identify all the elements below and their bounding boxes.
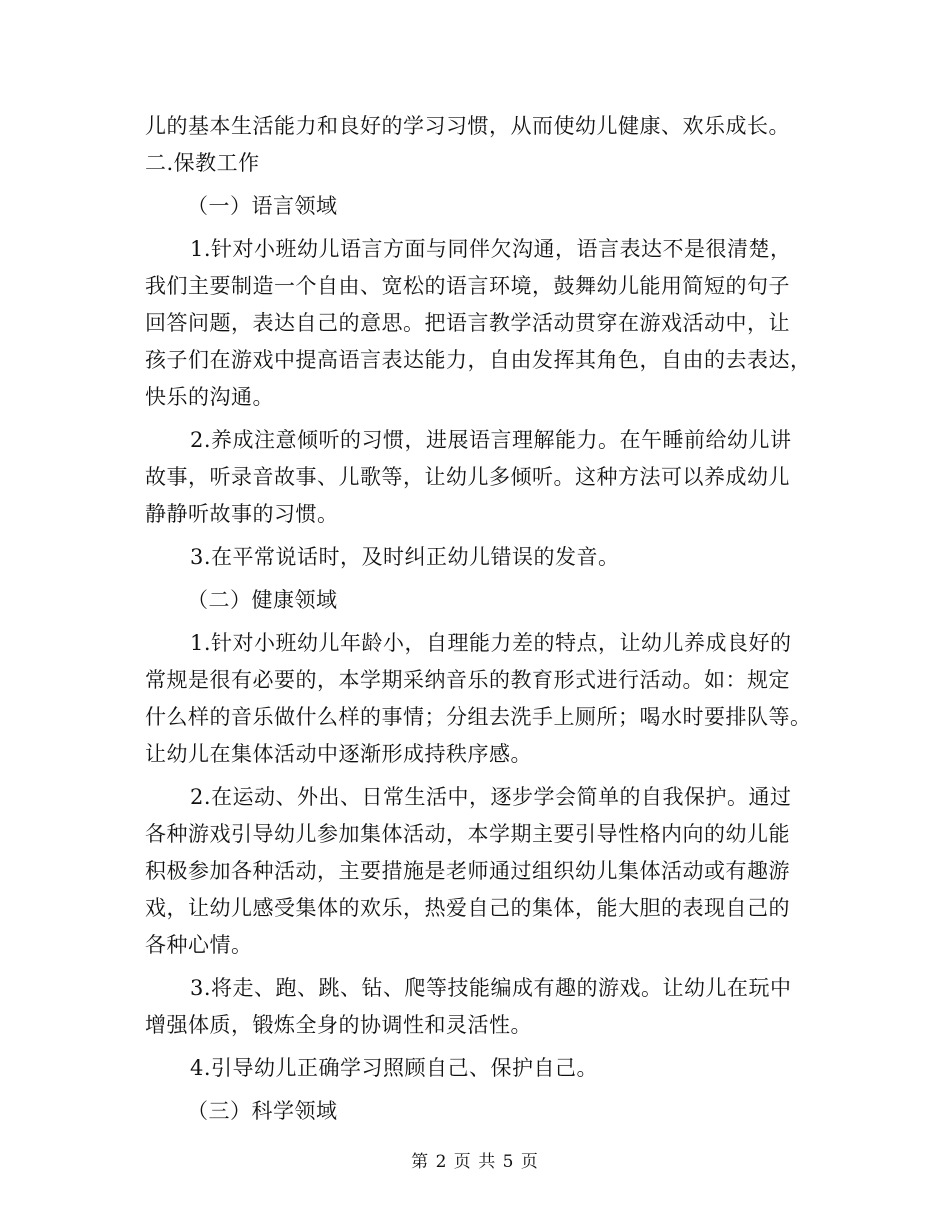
paragraph-line: 常规是很有必要的，本学期采纳音乐的教育形式进行活动。如：规定 <box>145 668 790 692</box>
paragraph-line: 静静听故事的习惯。 <box>145 502 339 526</box>
paragraph-line: 3.将走、跑、跳、钻、爬等技能编成有趣的游戏。让幼儿在玩中 <box>190 976 792 1000</box>
paragraph-line: 回答问题，表达自己的意思。把语言教学活动贯穿在游戏活动中，让 <box>145 311 790 335</box>
paragraph-line: 2.在运动、外出、日常生活中，逐步学会简单的自我保护。通过 <box>190 785 792 809</box>
paragraph-line: 我们主要制造一个自由、宽松的语言环境，鼓舞幼儿能用简短的句子 <box>145 274 790 298</box>
paragraph-line: 各种心情。 <box>145 933 253 957</box>
paragraph-line: 1.针对小班幼儿语言方面与同伴欠沟通，语言表达不是很清楚， <box>190 237 792 261</box>
paragraph-line: 3.在平常说话时，及时纠正幼儿错误的发音。 <box>190 545 620 569</box>
section-heading: 二.保教工作 <box>145 151 260 175</box>
paragraph-line: 各种游戏引导幼儿参加集体活动，本学期主要引导性格内向的幼儿能 <box>145 822 790 846</box>
paragraph-line: 快乐的沟通。 <box>145 385 274 409</box>
paragraph-line: 故事，听录音故事、儿歌等，让幼儿多倾听。这种方法可以养成幼儿 <box>145 465 790 489</box>
paragraph-line: 孩子们在游戏中提高语言表达能力，自由发挥其角色，自由的去表达， <box>145 348 812 372</box>
subsection-heading-science: （三）科学领域 <box>187 1099 338 1123</box>
paragraph-line: 戏，让幼儿感受集体的欢乐，热爱自己的集体，能大胆的表现自己的 <box>145 896 790 920</box>
paragraph-line: 儿的基本生活能力和良好的学习习惯，从而使幼儿健康、欢乐成长。 <box>145 114 790 138</box>
paragraph-line: 让幼儿在集体活动中逐渐形成持秩序感。 <box>145 742 532 766</box>
paragraph-line: 2.养成注意倾听的习惯，进展语言理解能力。在午睡前给幼儿讲 <box>190 428 792 452</box>
subsection-heading-language: （一）语言领域 <box>187 194 338 218</box>
document-body <box>145 108 815 1130</box>
page-number-footer: 第 2 页 共 5 页 <box>411 1152 539 1172</box>
paragraph-line: 积极参加各种活动，主要措施是老师通过组织幼儿集体活动或有趣游 <box>145 859 790 883</box>
paragraph-line: 增强体质，锻炼全身的协调性和灵活性。 <box>145 1013 532 1037</box>
paragraph-line: 4.引导幼儿正确学习照顾自己、保护自己。 <box>190 1056 599 1080</box>
paragraph-line: 1.针对小班幼儿年龄小，自理能力差的特点，让幼儿养成良好的 <box>190 631 792 655</box>
paragraph-line: 什么样的音乐做什么样的事情；分组去洗手上厕所；喝水时要排队等。 <box>145 705 812 729</box>
subsection-heading-health: （二）健康领域 <box>187 588 338 612</box>
